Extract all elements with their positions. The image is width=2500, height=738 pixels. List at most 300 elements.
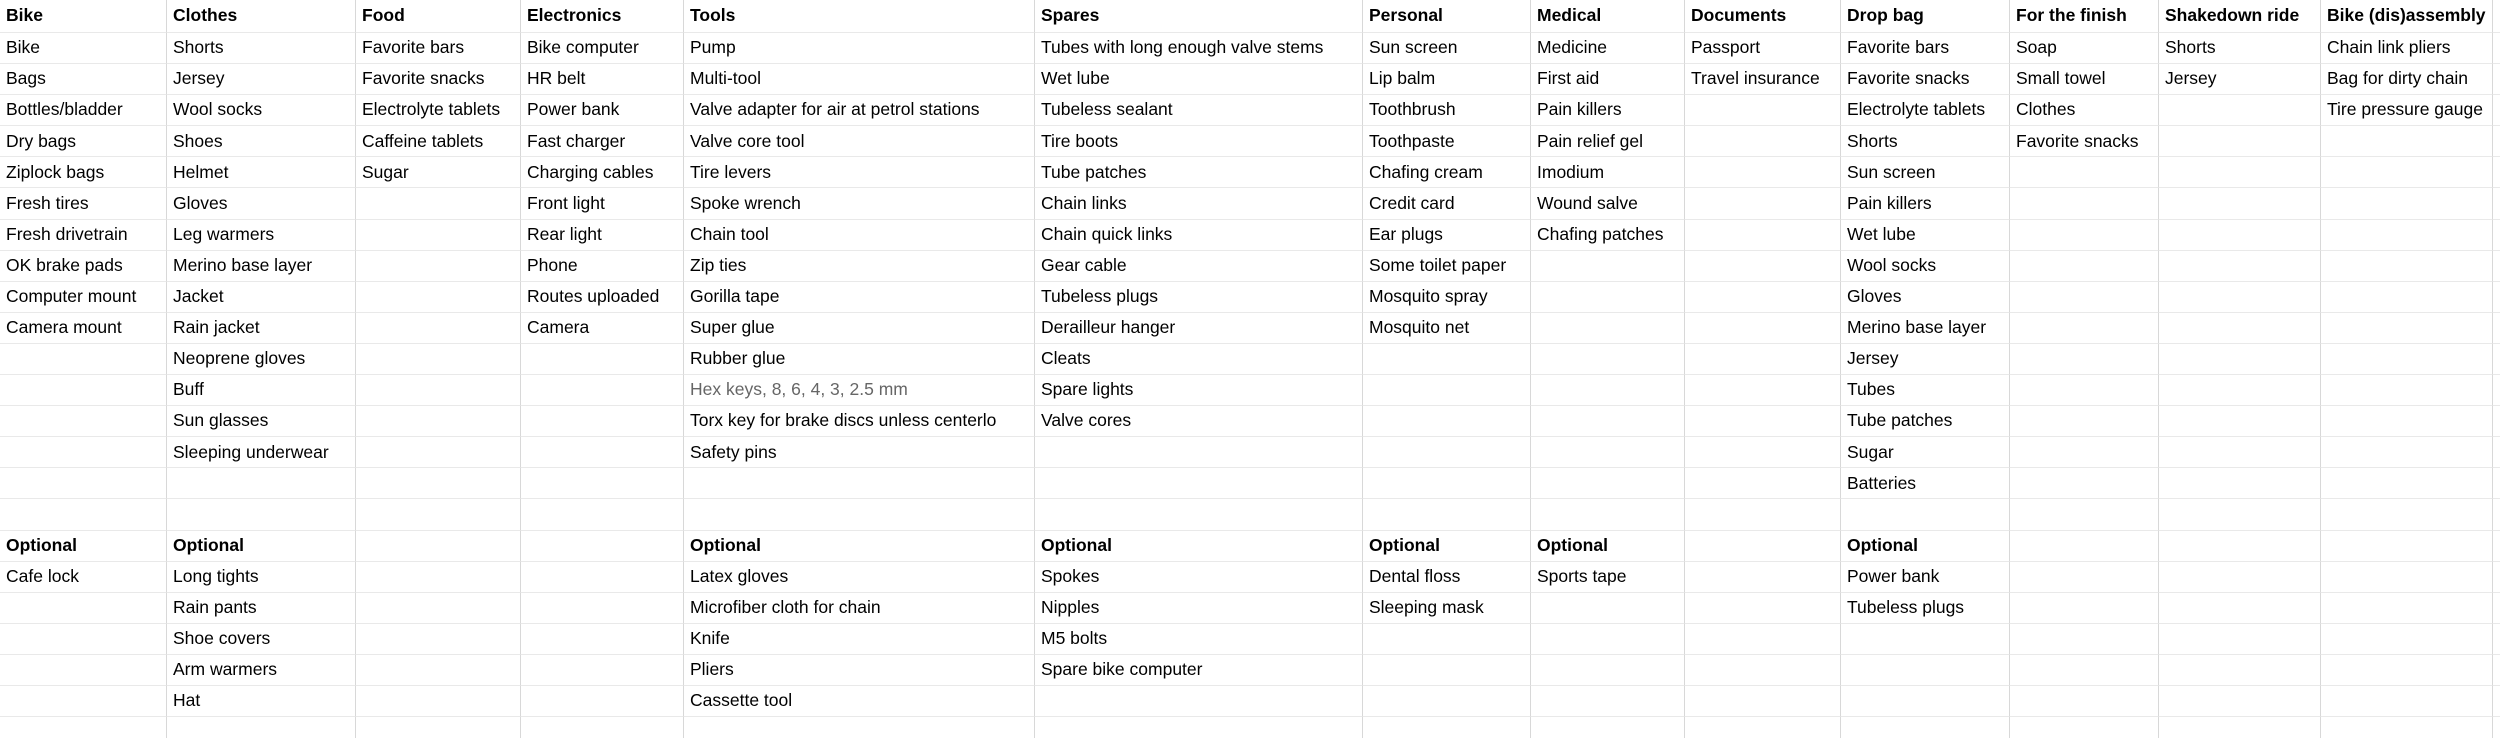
optional-header-drop-bag[interactable]: Optional [1841,531,2010,562]
cell[interactable] [1531,717,1685,738]
cell-bags[interactable]: Bags [0,64,167,95]
cell-tubeless-sealant[interactable]: Tubeless sealant [1035,95,1363,126]
cell-favorite-snacks[interactable]: Favorite snacks [356,64,521,95]
cell[interactable] [521,406,684,437]
filler-cell[interactable] [2493,655,2500,686]
cell[interactable] [2010,593,2159,624]
cell-pain-killers[interactable]: Pain killers [1841,188,2010,219]
cell[interactable] [1685,717,1841,738]
column-header-shakedown-ride[interactable]: Shakedown ride [2159,0,2321,33]
cell-toothpaste[interactable]: Toothpaste [1363,126,1531,157]
column-header-for-the-finish[interactable]: For the finish [2010,0,2159,33]
cell[interactable] [521,562,684,593]
cell[interactable] [2010,437,2159,468]
cell[interactable] [356,251,521,282]
cell[interactable] [356,499,521,530]
cell[interactable] [2321,220,2493,251]
cell-sleeping-mask[interactable]: Sleeping mask [1363,593,1531,624]
cell[interactable] [1685,95,1841,126]
cell-favorite-bars[interactable]: Favorite bars [1841,33,2010,64]
cell-gloves[interactable]: Gloves [167,188,356,219]
cell-chafing-patches[interactable]: Chafing patches [1531,220,1685,251]
cell-long-tights[interactable]: Long tights [167,562,356,593]
cell[interactable] [1685,437,1841,468]
cell-chain-quick-links[interactable]: Chain quick links [1035,220,1363,251]
cell-hex-keys-8-6-4-3-2-5-mm[interactable]: Hex keys, 8, 6, 4, 3, 2.5 mm [684,375,1035,406]
cell[interactable] [2321,157,2493,188]
cell-jersey[interactable]: Jersey [1841,344,2010,375]
filler-cell[interactable] [2493,468,2500,499]
cell[interactable] [1363,655,1531,686]
filler-cell[interactable] [2493,251,2500,282]
cell[interactable] [1685,499,1841,530]
filler-cell[interactable] [2493,282,2500,313]
cell-mosquito-net[interactable]: Mosquito net [1363,313,1531,344]
cell[interactable] [1685,157,1841,188]
column-header-medical[interactable]: Medical [1531,0,1685,33]
cell-sports-tape[interactable]: Sports tape [1531,562,1685,593]
cell[interactable] [521,624,684,655]
cell-safety-pins[interactable]: Safety pins [684,437,1035,468]
cell[interactable] [1841,717,2010,738]
cell-ziplock-bags[interactable]: Ziplock bags [0,157,167,188]
cell[interactable] [1363,468,1531,499]
cell[interactable] [0,344,167,375]
cell[interactable] [1363,686,1531,717]
cell-soap[interactable]: Soap [2010,33,2159,64]
cell-cassette-tool[interactable]: Cassette tool [684,686,1035,717]
cell[interactable] [1685,188,1841,219]
cell[interactable] [2010,188,2159,219]
cell-dental-floss[interactable]: Dental floss [1363,562,1531,593]
column-header-personal[interactable]: Personal [1363,0,1531,33]
cell-tire-boots[interactable]: Tire boots [1035,126,1363,157]
cell[interactable] [1531,282,1685,313]
cell-gear-cable[interactable]: Gear cable [1035,251,1363,282]
cell-some-toilet-paper[interactable]: Some toilet paper [1363,251,1531,282]
cell[interactable] [521,437,684,468]
cell-valve-core-tool[interactable]: Valve core tool [684,126,1035,157]
cell[interactable] [2159,313,2321,344]
cell-tubes-with-long-enough-valve-stems[interactable]: Tubes with long enough valve stems [1035,33,1363,64]
optional-header-personal[interactable]: Optional [1363,531,1531,562]
cell-chain-tool[interactable]: Chain tool [684,220,1035,251]
cell[interactable] [167,468,356,499]
cell-helmet[interactable]: Helmet [167,157,356,188]
cell[interactable] [0,686,167,717]
cell[interactable] [2010,375,2159,406]
optional-header-clothes[interactable]: Optional [167,531,356,562]
optional-header-spares[interactable]: Optional [1035,531,1363,562]
cell-microfiber-cloth-for-chain[interactable]: Microfiber cloth for chain [684,593,1035,624]
cell[interactable] [356,406,521,437]
cell[interactable] [1685,468,1841,499]
cell-chain-links[interactable]: Chain links [1035,188,1363,219]
column-header-spares[interactable]: Spares [1035,0,1363,33]
cell[interactable] [521,468,684,499]
cell-zip-ties[interactable]: Zip ties [684,251,1035,282]
cell[interactable] [2159,655,2321,686]
cell[interactable] [0,624,167,655]
cell-sun-screen[interactable]: Sun screen [1841,157,2010,188]
cell[interactable] [356,531,521,562]
cell[interactable] [356,375,521,406]
cell-charging-cables[interactable]: Charging cables [521,157,684,188]
cell[interactable] [1685,562,1841,593]
cell[interactable] [0,375,167,406]
cell[interactable] [684,499,1035,530]
cell[interactable] [2321,437,2493,468]
cell[interactable] [1531,313,1685,344]
cell-routes-uploaded[interactable]: Routes uploaded [521,282,684,313]
filler-cell[interactable] [2493,220,2500,251]
cell-gorilla-tape[interactable]: Gorilla tape [684,282,1035,313]
cell-sleeping-underwear[interactable]: Sleeping underwear [167,437,356,468]
cell[interactable] [0,655,167,686]
cell[interactable] [1685,375,1841,406]
cell[interactable] [356,655,521,686]
cell-electrolyte-tablets[interactable]: Electrolyte tablets [356,95,521,126]
cell[interactable] [356,717,521,738]
cell[interactable] [2159,344,2321,375]
cell-favorite-bars[interactable]: Favorite bars [356,33,521,64]
column-header-bike[interactable]: Bike [0,0,167,33]
cell[interactable] [2159,624,2321,655]
cell[interactable] [2321,251,2493,282]
cell[interactable] [2010,251,2159,282]
cell-torx-key-for-brake-discs-unless-centerlo[interactable]: Torx key for brake discs unless centerlo [684,406,1035,437]
cell[interactable] [2321,406,2493,437]
cell[interactable] [1363,344,1531,375]
cell-caffeine-tablets[interactable]: Caffeine tablets [356,126,521,157]
cell[interactable] [0,468,167,499]
cell[interactable] [2159,282,2321,313]
cell[interactable] [356,593,521,624]
cell-jacket[interactable]: Jacket [167,282,356,313]
cell-electrolyte-tablets[interactable]: Electrolyte tablets [1841,95,2010,126]
cell-cafe-lock[interactable]: Cafe lock [0,562,167,593]
cell-tubeless-plugs[interactable]: Tubeless plugs [1841,593,2010,624]
cell-shorts[interactable]: Shorts [1841,126,2010,157]
cell[interactable] [167,499,356,530]
filler-cell[interactable] [2493,624,2500,655]
filler-cell[interactable] [2493,313,2500,344]
cell[interactable] [2321,126,2493,157]
cell-bag-for-dirty-chain[interactable]: Bag for dirty chain [2321,64,2493,95]
cell-arm-warmers[interactable]: Arm warmers [167,655,356,686]
cell-sugar[interactable]: Sugar [1841,437,2010,468]
cell-toothbrush[interactable]: Toothbrush [1363,95,1531,126]
filler-cell[interactable] [2493,406,2500,437]
cell-spare-lights[interactable]: Spare lights [1035,375,1363,406]
cell[interactable] [1841,499,2010,530]
cell-ok-brake-pads[interactable]: OK brake pads [0,251,167,282]
cell[interactable] [2010,468,2159,499]
cell[interactable] [2010,344,2159,375]
cell-spare-bike-computer[interactable]: Spare bike computer [1035,655,1363,686]
cell-passport[interactable]: Passport [1685,33,1841,64]
cell-derailleur-hanger[interactable]: Derailleur hanger [1035,313,1363,344]
cell-favorite-snacks[interactable]: Favorite snacks [1841,64,2010,95]
cell-valve-cores[interactable]: Valve cores [1035,406,1363,437]
cell-tubeless-plugs[interactable]: Tubeless plugs [1035,282,1363,313]
cell-gloves[interactable]: Gloves [1841,282,2010,313]
cell[interactable] [1841,655,2010,686]
cell[interactable] [1531,468,1685,499]
filler-cell[interactable] [2493,344,2500,375]
cell[interactable] [2321,282,2493,313]
cell[interactable] [1363,437,1531,468]
cell[interactable] [2321,686,2493,717]
cell[interactable] [1685,251,1841,282]
cell[interactable] [2010,313,2159,344]
cell-shoe-covers[interactable]: Shoe covers [167,624,356,655]
cell[interactable] [356,188,521,219]
cell[interactable] [356,437,521,468]
cell-buff[interactable]: Buff [167,375,356,406]
optional-header-medical[interactable]: Optional [1531,531,1685,562]
cell[interactable] [1531,406,1685,437]
cell[interactable] [2159,220,2321,251]
cell[interactable] [2159,562,2321,593]
cell-credit-card[interactable]: Credit card [1363,188,1531,219]
cell-mosquito-spray[interactable]: Mosquito spray [1363,282,1531,313]
cell[interactable] [2010,531,2159,562]
cell[interactable] [521,717,684,738]
cell-tube-patches[interactable]: Tube patches [1841,406,2010,437]
cell[interactable] [1685,282,1841,313]
cell-tubes[interactable]: Tubes [1841,375,2010,406]
cell[interactable] [521,499,684,530]
column-header-electronics[interactable]: Electronics [521,0,684,33]
cell[interactable] [521,655,684,686]
cell[interactable] [1531,686,1685,717]
cell[interactable] [356,624,521,655]
cell-valve-adapter-for-air-at-petrol-stations[interactable]: Valve adapter for air at petrol stations [684,95,1035,126]
cell-merino-base-layer[interactable]: Merino base layer [1841,313,2010,344]
cell[interactable] [2159,468,2321,499]
cell[interactable] [2010,499,2159,530]
cell[interactable] [2010,717,2159,738]
filler-cell[interactable] [2493,375,2500,406]
cell-hr-belt[interactable]: HR belt [521,64,684,95]
cell[interactable] [356,220,521,251]
cell[interactable] [0,593,167,624]
cell-pain-relief-gel[interactable]: Pain relief gel [1531,126,1685,157]
cell[interactable] [0,437,167,468]
cell[interactable] [2321,499,2493,530]
cell[interactable] [521,686,684,717]
cell-rear-light[interactable]: Rear light [521,220,684,251]
optional-header-tools[interactable]: Optional [684,531,1035,562]
cell-phone[interactable]: Phone [521,251,684,282]
cell[interactable] [1363,717,1531,738]
cell[interactable] [1531,375,1685,406]
cell[interactable] [1685,531,1841,562]
cell[interactable] [521,344,684,375]
cell-wool-socks[interactable]: Wool socks [1841,251,2010,282]
cell-m5-bolts[interactable]: M5 bolts [1035,624,1363,655]
cell[interactable] [167,717,356,738]
cell-pump[interactable]: Pump [684,33,1035,64]
cell-sugar[interactable]: Sugar [356,157,521,188]
cell-nipples[interactable]: Nipples [1035,593,1363,624]
cell-spokes[interactable]: Spokes [1035,562,1363,593]
cell[interactable] [1531,624,1685,655]
cell-leg-warmers[interactable]: Leg warmers [167,220,356,251]
cell-sun-glasses[interactable]: Sun glasses [167,406,356,437]
filler-cell[interactable] [2493,717,2500,738]
cell[interactable] [2159,531,2321,562]
cell-shorts[interactable]: Shorts [2159,33,2321,64]
cell-computer-mount[interactable]: Computer mount [0,282,167,313]
cell[interactable] [2159,157,2321,188]
cell[interactable] [1363,624,1531,655]
filler-cell[interactable] [2493,64,2500,95]
cell[interactable] [2159,686,2321,717]
cell-dry-bags[interactable]: Dry bags [0,126,167,157]
cell[interactable] [2321,562,2493,593]
cell[interactable] [356,562,521,593]
filler-cell[interactable] [2493,188,2500,219]
cell[interactable] [2321,375,2493,406]
cell-rain-jacket[interactable]: Rain jacket [167,313,356,344]
cell-first-aid[interactable]: First aid [1531,64,1685,95]
cell[interactable] [2159,499,2321,530]
cell-ear-plugs[interactable]: Ear plugs [1363,220,1531,251]
cell-bottles-bladder[interactable]: Bottles/bladder [0,95,167,126]
filler-cell[interactable] [2493,686,2500,717]
cell[interactable] [2321,717,2493,738]
cell-latex-gloves[interactable]: Latex gloves [684,562,1035,593]
cell[interactable] [1531,344,1685,375]
cell[interactable] [2321,313,2493,344]
cell[interactable] [2321,624,2493,655]
cell[interactable] [2159,406,2321,437]
optional-header-bike[interactable]: Optional [0,531,167,562]
cell[interactable] [2321,468,2493,499]
cell[interactable] [2010,562,2159,593]
cell-wet-lube[interactable]: Wet lube [1841,220,2010,251]
cell[interactable] [2010,282,2159,313]
filler-cell[interactable] [2493,95,2500,126]
cell[interactable] [1363,499,1531,530]
cell-power-bank[interactable]: Power bank [1841,562,2010,593]
cell[interactable] [1685,686,1841,717]
cell[interactable] [1363,375,1531,406]
cell-medicine[interactable]: Medicine [1531,33,1685,64]
cell-wet-lube[interactable]: Wet lube [1035,64,1363,95]
filler-cell[interactable] [2493,126,2500,157]
cell[interactable] [1363,406,1531,437]
cell[interactable] [0,499,167,530]
cell[interactable] [1035,437,1363,468]
column-header-tools[interactable]: Tools [684,0,1035,33]
cell[interactable] [2010,406,2159,437]
cell-super-glue[interactable]: Super glue [684,313,1035,344]
cell-pliers[interactable]: Pliers [684,655,1035,686]
filler-cell[interactable] [2493,33,2500,64]
cell-spoke-wrench[interactable]: Spoke wrench [684,188,1035,219]
column-header-drop-bag[interactable]: Drop bag [1841,0,2010,33]
cell-fresh-tires[interactable]: Fresh tires [0,188,167,219]
column-header-bike-dis-assembly[interactable]: Bike (dis)assembly [2321,0,2493,33]
cell[interactable] [2321,593,2493,624]
cell-hat[interactable]: Hat [167,686,356,717]
cell[interactable] [2159,188,2321,219]
cell[interactable] [1531,593,1685,624]
cell-lip-balm[interactable]: Lip balm [1363,64,1531,95]
cell-jersey[interactable]: Jersey [2159,64,2321,95]
filler-cell[interactable] [2493,499,2500,530]
cell-multi-tool[interactable]: Multi-tool [684,64,1035,95]
column-header-food[interactable]: Food [356,0,521,33]
cell-favorite-snacks[interactable]: Favorite snacks [2010,126,2159,157]
cell-batteries[interactable]: Batteries [1841,468,2010,499]
cell[interactable] [1531,499,1685,530]
cell[interactable] [521,531,684,562]
cell-pain-killers[interactable]: Pain killers [1531,95,1685,126]
cell-front-light[interactable]: Front light [521,188,684,219]
cell[interactable] [1685,344,1841,375]
cell[interactable] [1035,717,1363,738]
cell[interactable] [2321,531,2493,562]
cell[interactable] [1531,437,1685,468]
cell[interactable] [2321,188,2493,219]
cell-merino-base-layer[interactable]: Merino base layer [167,251,356,282]
cell-fresh-drivetrain[interactable]: Fresh drivetrain [0,220,167,251]
cell[interactable] [0,406,167,437]
cell-power-bank[interactable]: Power bank [521,95,684,126]
cell-neoprene-gloves[interactable]: Neoprene gloves [167,344,356,375]
cell[interactable] [2010,624,2159,655]
cell[interactable] [2010,220,2159,251]
cell[interactable] [1841,686,2010,717]
filler-cell[interactable] [2493,562,2500,593]
cell[interactable] [1035,686,1363,717]
cell-bike-computer[interactable]: Bike computer [521,33,684,64]
cell-shoes[interactable]: Shoes [167,126,356,157]
cell[interactable] [356,686,521,717]
cell[interactable] [2159,717,2321,738]
cell[interactable] [684,717,1035,738]
cell[interactable] [1685,593,1841,624]
cell[interactable] [356,344,521,375]
cell-travel-insurance[interactable]: Travel insurance [1685,64,1841,95]
cell[interactable] [521,593,684,624]
cell[interactable] [684,468,1035,499]
cell-camera-mount[interactable]: Camera mount [0,313,167,344]
cell-chain-link-pliers[interactable]: Chain link pliers [2321,33,2493,64]
cell[interactable] [1685,406,1841,437]
cell-wound-salve[interactable]: Wound salve [1531,188,1685,219]
cell-sun-screen[interactable]: Sun screen [1363,33,1531,64]
cell-tire-levers[interactable]: Tire levers [684,157,1035,188]
filler-cell[interactable] [2493,593,2500,624]
cell-camera[interactable]: Camera [521,313,684,344]
cell[interactable] [2321,344,2493,375]
cell[interactable] [356,313,521,344]
filler-cell[interactable] [2493,0,2500,33]
cell[interactable] [2159,593,2321,624]
filler-cell[interactable] [2493,437,2500,468]
cell[interactable] [1685,313,1841,344]
cell-jersey[interactable]: Jersey [167,64,356,95]
cell-knife[interactable]: Knife [684,624,1035,655]
cell-imodium[interactable]: Imodium [1531,157,1685,188]
cell-tire-pressure-gauge[interactable]: Tire pressure gauge [2321,95,2493,126]
column-header-documents[interactable]: Documents [1685,0,1841,33]
